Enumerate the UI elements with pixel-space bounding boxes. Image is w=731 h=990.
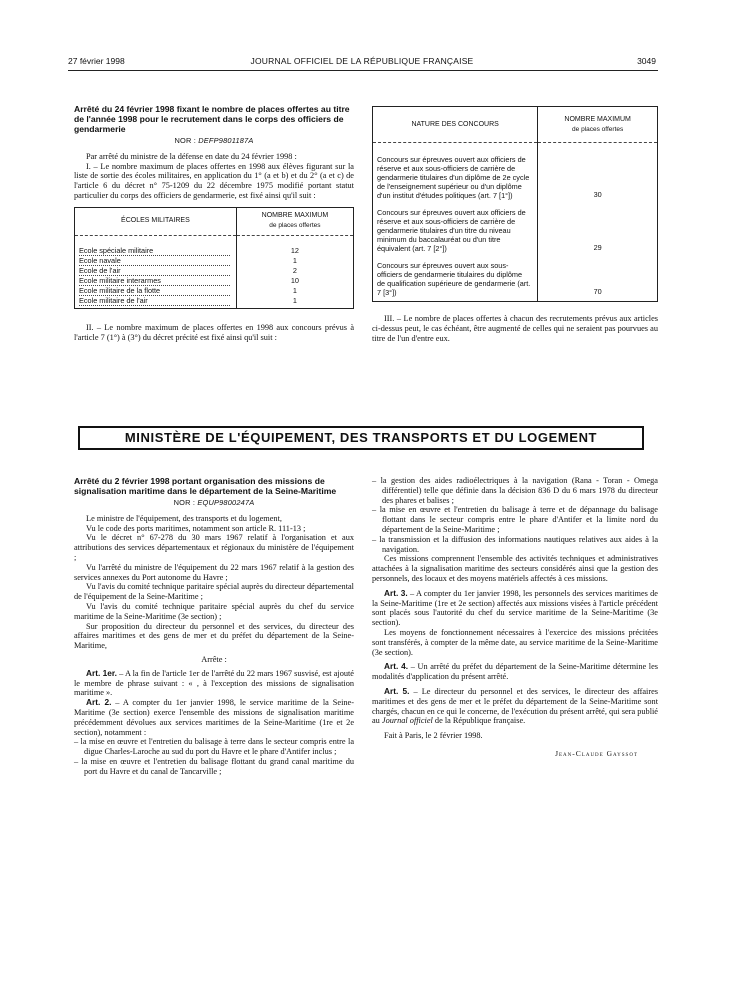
nor-label: NOR : — [173, 498, 196, 507]
concours-label: Concours sur épreuves ouvert aux officiers de réserve et aux sous-officiers de carrière de gendarmerie titulaires d'un titre du niveau minimum du baccalauréat ou d'un titre équivalent (art. 7 [2°]) — [373, 208, 538, 261]
concours-col2-header-sub: de places offertes — [572, 125, 624, 133]
article-3-text: – A compter du 1er janvier 1998, les personnels des services maritimes de la Seine-Maritime (1re et 2e section) affectés aux missions visées à l'article précédent sont placés sous l'autorité du chef du service maritime de la Seine-Maritime (3e section). — [372, 588, 658, 628]
arrete-word: Arrête : — [201, 654, 227, 664]
article-2-conclusion: Ces missions comprennent l'ensemble des activités techniques et administratives attachées à la signalisation maritime des secteurs considérés ainsi que la gestion des personnels, des locaux et des moyens matériels affectés à ces missions. — [372, 554, 658, 583]
list-item: – la mise en œuvre et l'entretien du balisage à terre et de dépannage du balisage flottant dans le secteur compris entre le phare d'Antifer et la limite nord du département de la Seine-Maritime ; — [372, 505, 658, 534]
arrete1-para2: II. – Le nombre maximum de places offertes en 1998 aux concours prévus à l'article 7 (1°) à (3°) du décret précité est fixé ainsi qu'il suit : — [74, 322, 354, 342]
visa-line: Vu le décret n° 67-278 du 30 mars 1967 relatif à l'organisation et aux attributions des services départementaux et régionaux du ministère de l'équipement ; — [74, 533, 354, 562]
arrete1-nor — [74, 136, 354, 146]
table-row — [75, 276, 354, 286]
nor-code: DEFP9801187A — [198, 136, 254, 145]
journal-officiel-title: Journal officiel — [381, 716, 433, 726]
article-5 — [372, 687, 658, 726]
article-3 — [372, 589, 658, 628]
ecole-value: 2 — [292, 265, 297, 275]
arrete1-right-column — [372, 106, 658, 343]
ministry-heading: MINISTÈRE DE L'ÉQUIPEMENT, DES TRANSPORTS ET DU LOGEMENT — [78, 426, 644, 450]
article-5-label: Art. 5. — [384, 685, 410, 696]
header-page-number: 3049 — [637, 56, 656, 66]
ecole-label: Ecole navale — [79, 256, 230, 266]
nor-label: NOR : — [174, 136, 196, 145]
ecole-value: 10 — [290, 275, 299, 285]
visa-line: Vu l'avis du comité technique paritaire spécial auprès du directeur départemental de l'équipement de la Seine-Maritime ; — [74, 582, 354, 602]
table-row — [373, 261, 658, 302]
table-row — [373, 155, 658, 208]
ecoles-col1-header: ÉCOLES MILITAIRES — [75, 207, 237, 235]
ecoles-table — [74, 207, 354, 309]
list-item: – la transmission et la diffusion des informations nautiques relatives aux aides à la navigation. — [372, 534, 658, 554]
header-date: 27 février 1998 — [68, 56, 125, 66]
ecole-label: Ecole militaire de l'air — [79, 296, 230, 306]
table-row — [75, 266, 354, 276]
visa-line: Vu le code des ports maritimes, notamment son article R. 111-13 ; — [86, 523, 306, 533]
article-2 — [74, 698, 354, 737]
concours-label: Concours sur épreuves ouvert aux officiers de réserve et aux sous-officiers de carrière de gendarmerie titulaires d'un diplôme de 2e cycle de l'enseignement supérieur ou d'un diplôme d'un institut d'études politiques (art. 7 [1°]) — [373, 155, 538, 208]
ecole-value: 1 — [292, 295, 297, 305]
concours-col2-header — [538, 107, 658, 143]
ecole-label: Ecole militaire interarmes — [79, 276, 230, 286]
table-row — [75, 246, 354, 256]
ecoles-col2-header-sub: de places offertes — [269, 222, 321, 230]
visa-line: Le ministre de l'équipement, des transports et du logement, — [86, 513, 282, 523]
article-4-label: Art. 4. — [384, 661, 409, 672]
arrete2-left-column — [74, 476, 354, 777]
concours-col1-header: NATURE DES CONCOURS — [373, 107, 538, 143]
header-rule — [68, 70, 658, 71]
list-item: – la mise en œuvre et l'entretien du balisage flottant du grand canal maritime du port du Havre et du canal de Tancarville ; — [74, 756, 354, 776]
visa-line: Vu l'arrêté du ministre de l'équipement du 22 mars 1967 relatif à la gestion des services annexes du Port autonome du Havre ; — [74, 562, 354, 582]
article-5-text: – Le directeur du personnel et des services, le directeur des affaires maritimes et des gens de mer et le préfet du département de la Seine-Maritime sont chargés, chacun en ce qui le concerne, de l'exécution du présent arrêté, qui sera publié au — [372, 686, 658, 726]
arrete2-nor — [74, 498, 354, 508]
table-row — [373, 208, 658, 261]
concours-value: 70 — [593, 287, 602, 297]
ecole-value: 12 — [290, 245, 299, 255]
article-2-label: Art. 2. — [86, 697, 112, 708]
article-3-para2: Les moyens de fonctionnement nécessaires à l'exercice des missions précitées sont transférés, à compter de la même date, au service maritime de la Seine-Maritime (3e section). — [372, 627, 658, 657]
ecoles-col2-header — [236, 207, 353, 235]
article-1-label: Art. 1er. — [86, 667, 117, 678]
concours-value: 30 — [593, 190, 602, 200]
nor-code: EQUP9800247A — [197, 498, 255, 507]
article-4 — [372, 662, 658, 682]
table-row — [75, 286, 354, 296]
arrete1-para1: I. – Le nombre maximum de places offertes en 1998 aux élèves figurant sur la liste de sortie des écoles militaires, en application du 1° (a et b) et du 2° (a et c) de l'article 6 du décret n° 75-1209 du 22 décembre 1975 modifié portant statut particulier du corps des officiers de gendarmerie, est fixé ainsi qu'il suit : — [74, 161, 354, 200]
article-3-label: Art. 3. — [384, 587, 408, 598]
article-2-text: – A compter du 1er janvier 1998, le service maritime de la Seine-Maritime (3e section) exerce l'ensemble des missions de signalisation maritime précédemment dévolues aux services maritimes de la Seine-Maritime (1re et 2e section), notamment : — [74, 698, 354, 737]
table-row — [75, 296, 354, 309]
concours-table — [372, 106, 658, 302]
visa-line: Vu l'avis du comité technique paritaire spécial auprès du chef du service maritime de la Seine-Maritime (3e section) ; — [74, 601, 354, 621]
ecole-label: Ecole militaire de la flotte — [79, 286, 230, 296]
arrete2-right-column — [372, 476, 658, 759]
ecole-label: Ecole spéciale militaire — [79, 246, 230, 256]
concours-value: 29 — [593, 243, 602, 253]
visa-line: Sur proposition du directeur du personnel et des services, du directeur des affaires maritimes et des gens de mer et du préfet du département de la Seine-Maritime, — [74, 621, 354, 651]
list-item: – la gestion des aides radioélectriques à la navigation (Rana - Toran - Omega différentiel) telle que définie dans la décision 836 D du 6 mars 1978 du directeur des phares et balises ; — [372, 476, 658, 505]
article-1-text: – A la fin de l'article 1er de l'arrêté du 22 mars 1967 susvisé, est ajouté le membre de phrase suivant : « , à l'exception des missions de signalisation maritime ». — [74, 668, 354, 698]
article-4-text: – Un arrêté du préfet du département de la Seine-Maritime détermine les modalités d'application du présent arrêté. — [372, 662, 659, 682]
article-5-text-end: de la République française. — [432, 716, 526, 726]
list-item: – la mise en œuvre et l'entretien du balisage à terre dans le secteur compris entre la digue Charles-Laroche au sud du port du Havre et le phare d'Antifer inclus ; — [74, 737, 354, 757]
ecoles-col2-header-main: NOMBRE MAXIMUM — [261, 212, 329, 220]
ecole-value: 1 — [292, 285, 297, 295]
signatory: Jean-Claude Gayssot — [555, 748, 638, 758]
article-1 — [74, 669, 354, 698]
table-row — [75, 256, 354, 266]
header-journal-title: JOURNAL OFFICIEL DE LA RÉPUBLIQUE FRANÇAISE — [250, 56, 474, 66]
done-at: Fait à Paris, le 2 février 1998. — [384, 731, 483, 741]
arrete1-para3: III. – Le nombre de places offertes à chacun des recrutements prévus aux articles ci-dessus peut, le cas échéant, être augmenté de celles qui ne seraient pas pourvues au titre de l'un d'entre eux. — [372, 314, 658, 343]
arrete1-title: Arrêté du 24 février 1998 fixant le nombre de places offertes au titre de l'année 1998 pour le recrutement dans le corps des officiers de gendarmerie — [74, 104, 350, 134]
arrete1-left-column — [74, 104, 354, 342]
concours-label: Concours sur épreuves ouvert aux sous-officiers de gendarmerie titulaires du diplôme de qualification supérieure de gendarmerie (art. 7 [3°]) — [373, 261, 538, 302]
concours-col2-header-main: NOMBRE MAXIMUM — [564, 115, 631, 123]
ecole-value: 1 — [292, 255, 297, 265]
ecole-label: Ecole de l'air — [79, 266, 230, 276]
arrete2-title: Arrêté du 2 février 1998 portant organisation des missions de signalisation maritime dans le département de la Seine-Maritime — [74, 476, 337, 496]
arrete1-intro: Par arrêté du ministre de la défense en date du 24 février 1998 : — [86, 151, 297, 161]
